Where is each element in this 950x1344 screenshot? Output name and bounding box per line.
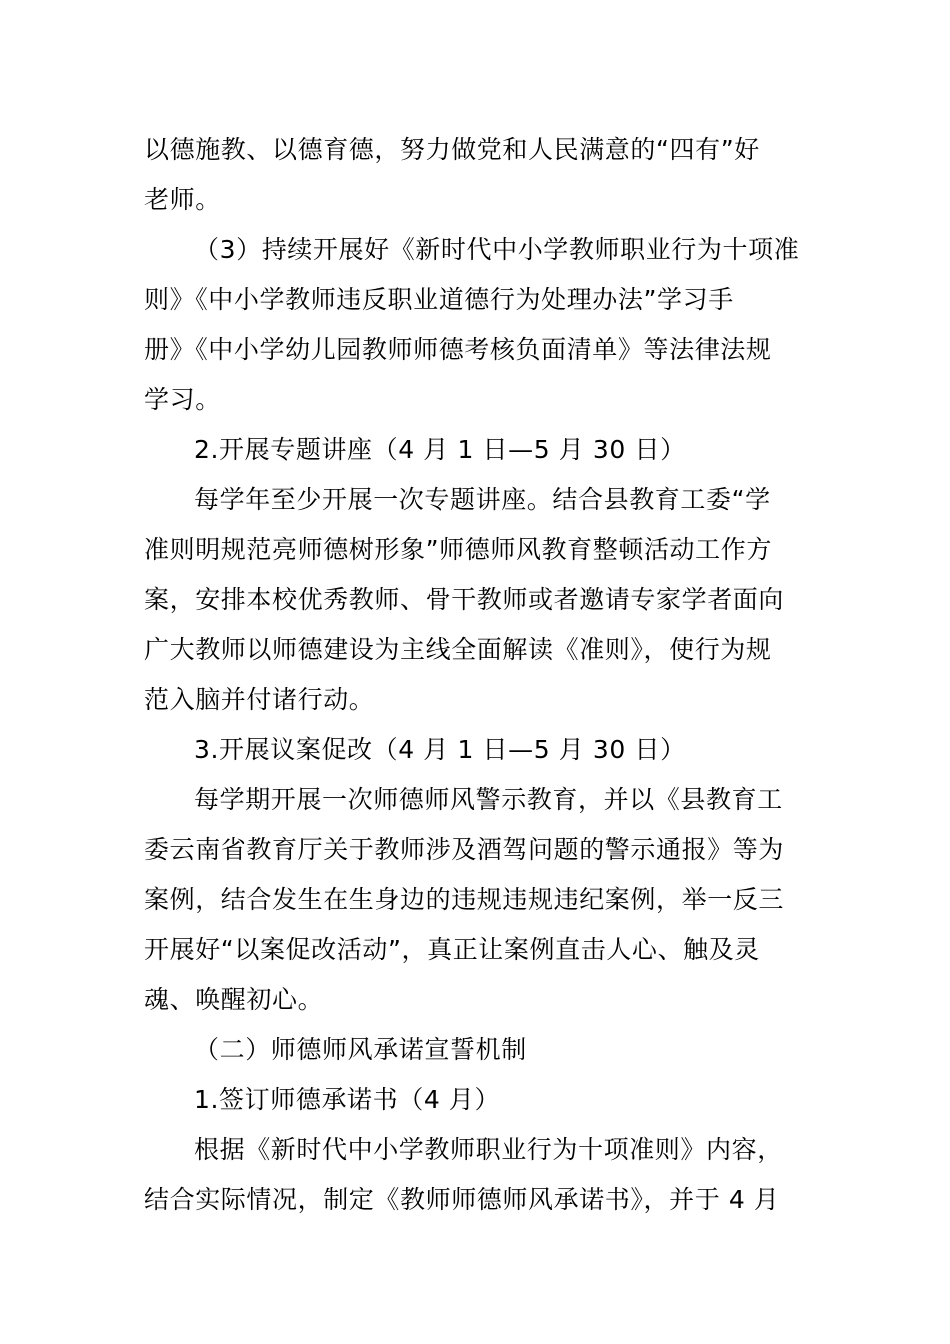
- text-line: 学习。: [144, 385, 221, 414]
- text-line: 案例，结合发生在生身边的违规违规违纪案例，举一反三: [144, 885, 785, 914]
- text-line: 广大教师以师德建设为主线全面解读《准则》，使行为规: [144, 635, 772, 664]
- text-line: 准则明规范亮师德树形象”师德师风教育整顿活动工作方: [144, 535, 772, 564]
- text-line: 魂、唤醒初心。: [144, 985, 324, 1014]
- text-line: 则》《中小学教师违反职业道德行为处理办法”学习手: [144, 285, 734, 314]
- section-heading: 3.开展议案促改（4 月 1 日—5 月 30 日）: [194, 735, 686, 764]
- section-heading: 2.开展专题讲座（4 月 1 日—5 月 30 日）: [194, 435, 686, 464]
- text-line: 以德施教、以德育德，努力做党和人民满意的“四有”好: [144, 135, 760, 164]
- text-line: 范入脑并付诸行动。: [144, 685, 375, 714]
- text-line: 根据《新时代中小学教师职业行为十项准则》内容，: [194, 1135, 783, 1164]
- text-line: 每学年至少开展一次专题讲座。结合县教育工委“学: [194, 485, 771, 514]
- text-line: 结合实际情况，制定《教师师德师风承诺书》，并于 4 月: [144, 1185, 780, 1214]
- text-line: 案，安排本校优秀教师、骨干教师或者邀请专家学者面向: [144, 585, 785, 614]
- text-line: （3）持续开展好《新时代中小学教师职业行为十项准: [194, 235, 800, 264]
- text-line: 开展好“以案促改活动”，真正让案例直击人心、触及灵: [144, 935, 760, 964]
- subsection-heading: 1.签订师德承诺书（4 月）: [194, 1085, 501, 1114]
- text-line: 老师。: [144, 185, 221, 214]
- section-heading: （二）师德师风承诺宣誓机制: [194, 1035, 527, 1064]
- text-line: 册》《中小学幼儿园教师师德考核负面清单》等法律法规: [144, 335, 772, 364]
- text-line: 委云南省教育厅关于教师涉及酒驾问题的警示通报》等为: [144, 835, 785, 864]
- text-line: 每学期开展一次师德师风警示教育，并以《县教育工: [194, 785, 783, 814]
